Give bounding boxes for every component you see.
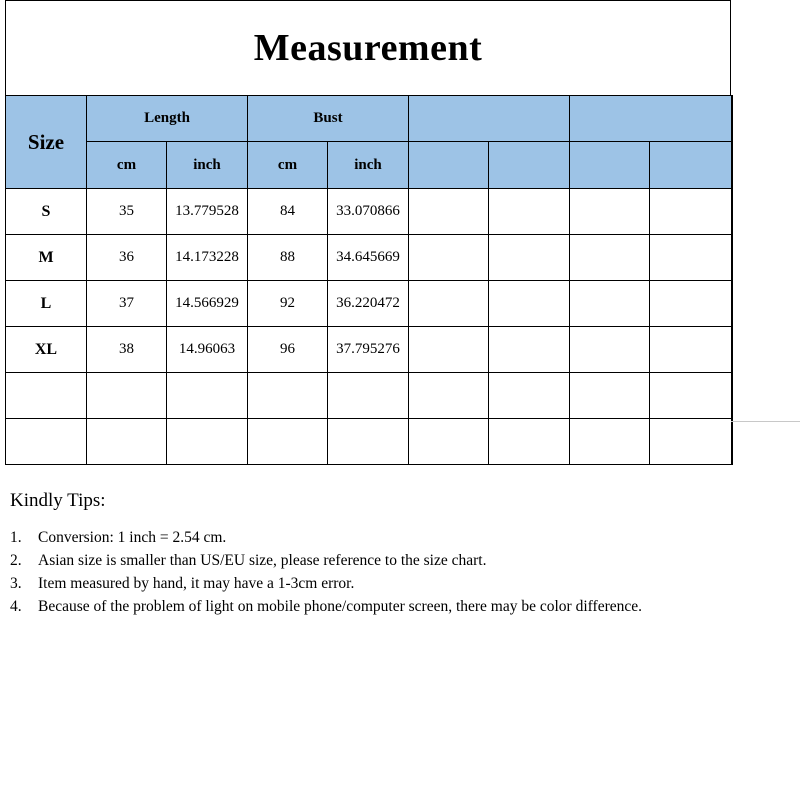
empty-cell <box>409 235 489 281</box>
empty-cell <box>489 327 570 373</box>
empty-cell <box>409 327 489 373</box>
list-item <box>10 595 770 618</box>
empty-cell <box>409 373 489 419</box>
empty-unit-header <box>489 142 570 189</box>
size-header: Size <box>6 96 87 189</box>
empty-cell <box>489 189 570 235</box>
tip-text: Item measured by hand, it may have a 1-3cm error. <box>38 575 355 592</box>
unit-header: inch <box>328 142 409 189</box>
tip-text: Conversion: 1 inch = 2.54 cm. <box>38 529 227 546</box>
empty-cell <box>409 419 489 465</box>
tip-number: 2. <box>10 552 22 569</box>
size-cell: M <box>6 235 87 281</box>
size-cell: L <box>6 281 87 327</box>
tips-list <box>10 526 770 618</box>
length-inch-cell: 14.173228 <box>167 235 248 281</box>
bust-inch-cell: 36.220472 <box>328 281 409 327</box>
list-item <box>10 572 770 595</box>
divider <box>731 421 800 422</box>
list-item <box>10 526 770 549</box>
empty-cell <box>248 419 328 465</box>
empty-cell <box>570 281 650 327</box>
bust-cm-cell: 96 <box>248 327 328 373</box>
table-row <box>6 235 732 281</box>
empty-cell <box>87 419 167 465</box>
empty-cell <box>167 419 248 465</box>
tip-number: 1. <box>10 529 22 546</box>
measurement-table <box>5 95 733 465</box>
empty-cell <box>167 373 248 419</box>
empty-cell <box>489 235 570 281</box>
page-title: Measurement <box>253 27 483 69</box>
empty-cell <box>328 419 409 465</box>
empty-group-header <box>570 96 732 142</box>
empty-cell <box>87 373 167 419</box>
length-inch-cell: 14.96063 <box>167 327 248 373</box>
empty-cell <box>570 235 650 281</box>
empty-unit-header <box>409 142 489 189</box>
empty-cell <box>650 189 732 235</box>
table-row <box>6 281 732 327</box>
tips-title: Kindly Tips: <box>10 490 106 511</box>
header-row-units <box>6 142 732 189</box>
crop-edge <box>0 468 800 469</box>
length-inch-cell: 13.779528 <box>167 189 248 235</box>
header-row-groups <box>6 96 732 142</box>
bust-inch-cell: 37.795276 <box>328 327 409 373</box>
empty-unit-header <box>570 142 650 189</box>
empty-cell <box>570 373 650 419</box>
empty-cell <box>489 281 570 327</box>
empty-cell <box>650 373 732 419</box>
table-row <box>6 327 732 373</box>
size-chart <box>5 0 731 469</box>
tips-section <box>10 490 770 618</box>
empty-cell <box>409 189 489 235</box>
empty-cell <box>570 327 650 373</box>
unit-header: inch <box>167 142 248 189</box>
empty-cell <box>650 419 732 465</box>
table-row <box>6 189 732 235</box>
empty-cell <box>570 189 650 235</box>
title-box <box>5 0 731 95</box>
empty-cell <box>650 327 732 373</box>
empty-cell <box>6 419 87 465</box>
unit-header: cm <box>87 142 167 189</box>
empty-cell <box>6 373 87 419</box>
length-cm-cell: 38 <box>87 327 167 373</box>
size-cell: S <box>6 189 87 235</box>
bust-header: Bust <box>248 96 409 142</box>
empty-cell <box>409 281 489 327</box>
length-header: Length <box>87 96 248 142</box>
empty-cell <box>650 281 732 327</box>
empty-row <box>6 419 732 465</box>
list-item <box>10 549 770 572</box>
empty-cell <box>489 373 570 419</box>
empty-cell <box>489 419 570 465</box>
bust-cm-cell: 88 <box>248 235 328 281</box>
empty-cell <box>650 235 732 281</box>
bust-cm-cell: 92 <box>248 281 328 327</box>
length-cm-cell: 37 <box>87 281 167 327</box>
bust-inch-cell: 33.070866 <box>328 189 409 235</box>
size-cell: XL <box>6 327 87 373</box>
unit-header: cm <box>248 142 328 189</box>
empty-unit-header <box>650 142 732 189</box>
length-inch-cell: 14.566929 <box>167 281 248 327</box>
empty-group-header <box>409 96 570 142</box>
length-cm-cell: 36 <box>87 235 167 281</box>
empty-row <box>6 373 732 419</box>
empty-cell <box>328 373 409 419</box>
bust-cm-cell: 84 <box>248 189 328 235</box>
empty-cell <box>570 419 650 465</box>
tip-number: 4. <box>10 598 22 615</box>
tip-text: Because of the problem of light on mobile phone/computer screen, there may be color difference. <box>38 598 642 615</box>
tip-number: 3. <box>10 575 22 592</box>
empty-cell <box>248 373 328 419</box>
length-cm-cell: 35 <box>87 189 167 235</box>
bust-inch-cell: 34.645669 <box>328 235 409 281</box>
tip-text: Asian size is smaller than US/EU size, please reference to the size chart. <box>38 552 487 569</box>
